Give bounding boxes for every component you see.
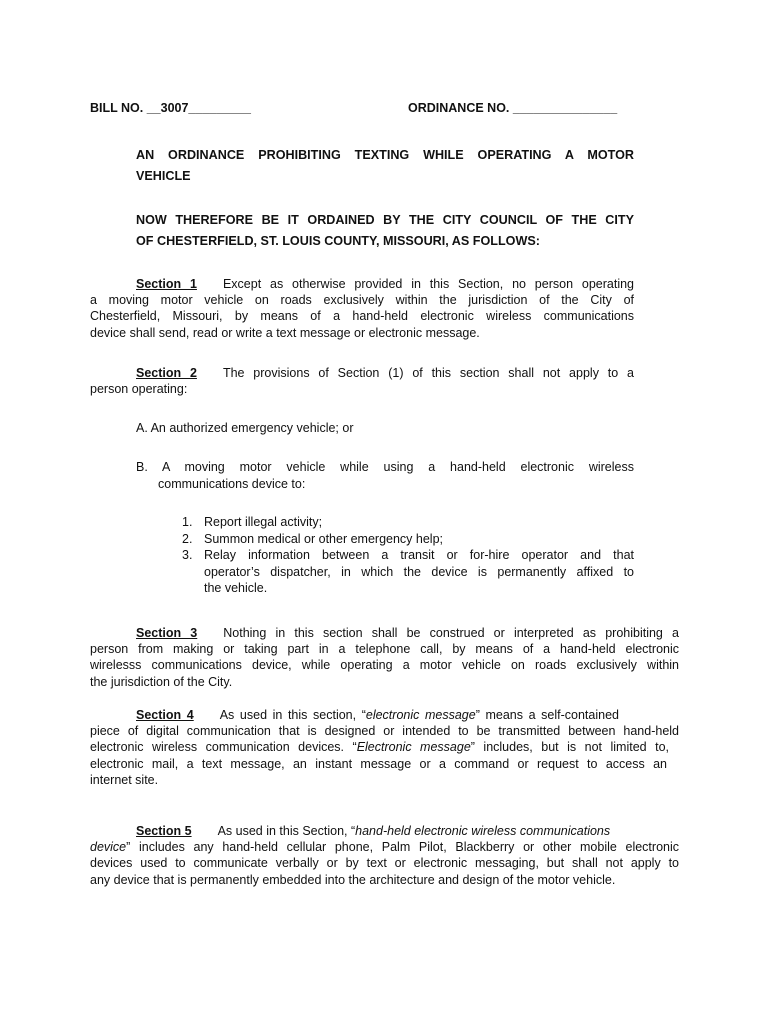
section-2-item-a: A. An authorized emergency vehicle; or: [136, 421, 354, 435]
section-1-line-1: Except as otherwise provided in this Section, no person operating: [222, 277, 634, 291]
section-2-sublist: [182, 514, 634, 597]
section-4-line-4: electronic mail, a text message, an instant message or a command or request to access an: [90, 756, 667, 771]
section-3-line-4: the jurisdiction of the City.: [90, 674, 233, 689]
section-1-line-3: Chesterfield, Missouri, by means of a hand-held electronic wireless communications: [90, 309, 634, 324]
item-b-line-2: communications device to:: [158, 476, 306, 491]
title-line-2: VEHICLE: [136, 169, 191, 183]
preamble-line-1: NOW THEREFORE BE IT ORDAINED BY THE CITY COUNCIL OF THE CITY: [136, 213, 634, 227]
section-4-term-2: Electronic message: [356, 740, 471, 755]
section-4-line-1-post: ” means a self-contained: [475, 708, 619, 722]
section-3-line-2: person from making or taking part in a telephone call, by means of a hand-held electronic: [90, 642, 679, 657]
sublist-text-3: Relay information between a transit or for-hire operator and that: [204, 548, 634, 562]
section-3-line-1: Nothing in this section shall be construed or interpreted as prohibiting a: [223, 626, 679, 640]
ordinance-title: [136, 145, 634, 187]
section-4-line-1-pre: As used in this section, “: [219, 708, 366, 722]
section-5-line-1-pre: As used in this Section, “: [217, 824, 356, 838]
section-2-line-1: The provisions of Section (1) of this section shall not apply to a: [222, 366, 634, 380]
section-4: [90, 707, 679, 788]
preamble: [136, 210, 634, 252]
sublist-num-1: 1.: [182, 515, 193, 529]
section-5-line-4: any device that is permanently embedded into the architecture and design of the motor vehicle.: [90, 872, 616, 887]
section-2-item-b: [136, 459, 634, 492]
sublist-text-3-line-2: operator’s dispatcher, in which the device is permanently affixed to: [204, 564, 634, 579]
preamble-line-2: OF CHESTERFIELD, ST. LOUIS COUNTY, MISSOURI, AS FOLLOWS:: [136, 234, 540, 248]
section-5-term-1: hand-held electronic wireless communications: [355, 824, 611, 838]
ordinance-number: ORDINANCE NO. _______________: [408, 101, 618, 115]
section-3: [90, 625, 679, 690]
section-4-line-5: internet site.: [90, 772, 159, 787]
section-5-line-3: devices used to communicate verbally or by text or electronic messaging, but shall not apply to: [90, 856, 679, 871]
sublist-num-3: 3.: [182, 548, 193, 562]
bill-number: BILL NO. __3007_________: [90, 101, 251, 115]
sublist-item-1: [182, 514, 634, 531]
section-3-line-3: wirelesss communications device, while operating a motor vehicle on roads exclusively within: [90, 658, 679, 673]
section-5-term-2: device: [90, 840, 127, 855]
section-5-label: Section 5: [136, 824, 192, 838]
section-1-line-2: a moving motor vehicle on roads exclusively within the jurisdiction of the City of: [90, 293, 634, 308]
section-2: [90, 365, 634, 397]
sublist-item-2: [182, 531, 634, 548]
sublist-text-3-line-3: the vehicle.: [204, 581, 268, 595]
section-4-label: Section 4: [136, 708, 194, 722]
section-5: [90, 823, 679, 888]
section-1-line-4: device shall send, read or write a text message or electronic message.: [90, 325, 480, 340]
section-2-label: Section 2: [136, 366, 197, 380]
section-5-line-2-post: ” includes any hand-held cellular phone, Palm Pilot, Blackberry or other mobile electronic: [126, 840, 679, 855]
section-4-term-1: electronic message: [365, 708, 476, 722]
section-4-line-3-pre: electronic wireless communication devices. “: [90, 740, 357, 755]
section-1-label: Section 1: [136, 277, 197, 291]
sublist-num-2: 2.: [182, 531, 193, 546]
section-2-line-2: person operating:: [90, 382, 188, 397]
sublist-item-3: [182, 547, 634, 597]
sublist-text-1: Report illegal activity;: [204, 515, 323, 529]
section-4-line-3-post: ” includes, but is not limited to,: [470, 740, 670, 755]
section-1: [90, 276, 634, 341]
section-4-line-2: piece of digital communication that is designed or intended to be transmitted between hand-held: [90, 724, 679, 739]
section-3-label: Section 3: [136, 626, 198, 640]
title-line-1: AN ORDINANCE PROHIBITING TEXTING WHILE OPERATING A MOTOR: [136, 148, 634, 162]
sublist-text-2: Summon medical or other emergency help;: [204, 531, 444, 546]
item-b-line-1: B. A moving motor vehicle while using a hand-held electronic wireless: [136, 460, 634, 474]
